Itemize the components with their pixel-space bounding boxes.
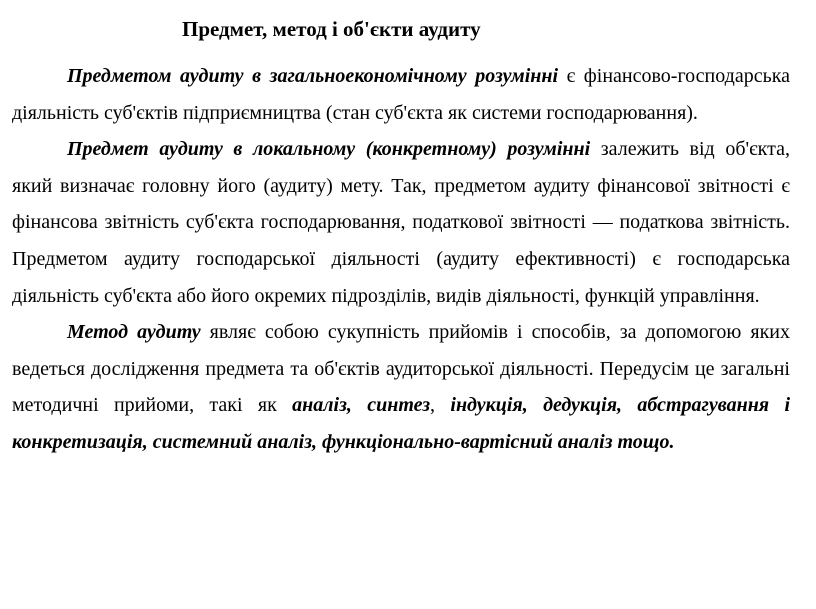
method-induction: індукція	[450, 394, 523, 417]
paragraph-text: залежить від об'єкта, який визначає головну його (аудиту) мету. Так, предметом аудиту фінансової звітності є фінансова звітність суб'єкта господарювання, податкової звітності — податкова звітність. Предметом аудиту господарської діяльності (аудиту ефективності) є господарська діяльність суб'єкта або його окремих підрозділів, видів діяльності, функцій управління.	[12, 138, 790, 307]
method-separator: ,	[346, 394, 368, 417]
method-synthesis: синтез	[367, 394, 431, 417]
method-analysis: аналіз	[292, 394, 347, 417]
term-subject-general: Предметом аудиту в загальноекономічному розумінні	[67, 65, 559, 87]
document-page	[12, 14, 790, 461]
document-title: Предмет, метод і об'єкти аудиту	[182, 17, 481, 41]
paragraph-text: являє собою сукупність прийомів і способів, за допомогою яких ведеться дослідження предмета та об'єктів аудиторської діяльності. Передусім це загальні методичні прийоми, такі як	[12, 321, 790, 417]
method-separator: ,	[430, 394, 451, 417]
method-deduction: дедукція	[543, 394, 618, 417]
method-separator: ,	[142, 430, 153, 453]
method-abstraction-concretization: абстрагування і конкретизація	[12, 394, 790, 453]
paragraph-text: є фінансово-господарська діяльність суб'єктів підприємництва (стан суб'єкта як системи господарювання).	[12, 65, 790, 124]
term-audit-method: Метод аудиту	[67, 321, 201, 344]
method-separator: ,	[522, 394, 544, 417]
method-separator: ,	[312, 430, 323, 453]
method-etc: тощо	[617, 430, 670, 453]
paragraph-subject-general	[12, 58, 790, 131]
method-functional-cost-analysis: функціонально-вартісний аналіз	[322, 430, 613, 453]
paragraph-subject-local	[12, 131, 790, 314]
method-system-analysis: системний аналіз	[152, 430, 313, 453]
paragraph-audit-method	[12, 314, 790, 460]
sentence-end: .	[669, 430, 675, 453]
term-subject-local: Предмет аудиту в локальному (конкретному) розумінні	[67, 138, 591, 161]
method-separator: ,	[617, 394, 638, 417]
